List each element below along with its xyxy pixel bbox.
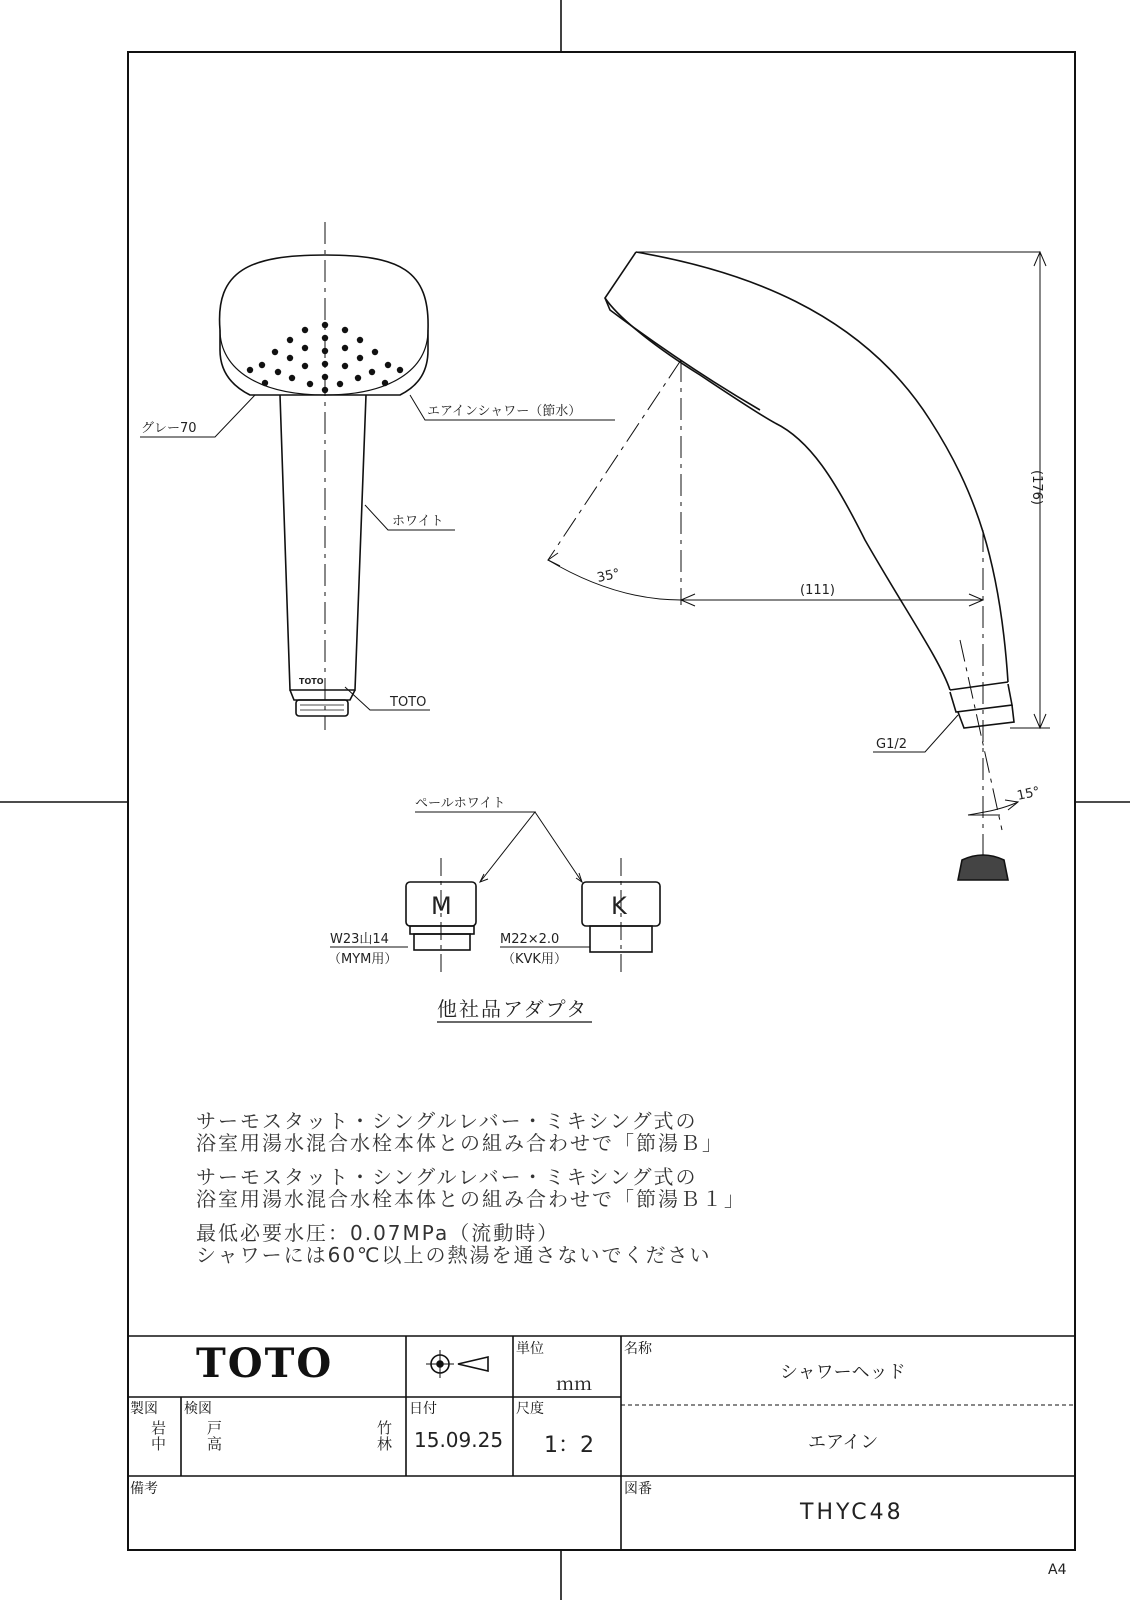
adapter-letter-k: K <box>611 892 627 920</box>
side-view <box>548 252 1050 880</box>
note-line-1: サーモスタット・シングルレバー・ミキシング式の <box>196 1109 698 1133</box>
dim-angle2: 15° <box>1015 784 1042 804</box>
callout-grey: グレー70 <box>141 421 197 436</box>
drawn-by: 岩中 <box>151 1419 167 1453</box>
unit-label: 単位 <box>516 1341 544 1357</box>
dim-width: (111) <box>800 583 835 598</box>
note-line-4: 浴室用湯水混合水栓本体との組み合わせで「節湯Ｂ１」 <box>196 1187 746 1211</box>
callout-kvk: （KVK用） <box>502 952 567 967</box>
callout-mym: （MYM用） <box>328 952 398 967</box>
adapter-title: 他社品アダプタ <box>437 997 589 1021</box>
callout-white: ホワイト <box>392 514 444 529</box>
checked-by-2: 竹林 <box>377 1419 393 1453</box>
checked-label: 検図 <box>184 1401 212 1417</box>
callout-toto: TOTO <box>390 695 427 710</box>
date-label: 日付 <box>409 1401 437 1417</box>
front-view <box>220 222 429 730</box>
drawing-no-label: 図番 <box>624 1481 652 1497</box>
callout-w23: W23山14 <box>330 932 389 947</box>
remarks-label: 備考 <box>130 1481 158 1497</box>
name-value: シャワーヘッド <box>780 1362 906 1383</box>
toto-logo: TOTO <box>196 1340 334 1387</box>
date-value: 15.09.25 <box>414 1428 504 1452</box>
dim-angle1: 35° <box>595 566 622 586</box>
adapter-letter-m: M <box>431 892 452 920</box>
adapter-letters <box>431 892 628 920</box>
callout-pale-white: ペールホワイト <box>415 796 506 811</box>
note-line-3: サーモスタット・シングルレバー・ミキシング式の <box>196 1165 698 1189</box>
name-label: 名称 <box>624 1341 652 1357</box>
note-line-5: 最低必要水圧：0.07MPa（流動時） <box>196 1221 560 1245</box>
drawn-label: 製図 <box>130 1401 158 1417</box>
scale-value: 1：2 <box>544 1433 594 1458</box>
drawing-no: THYC48 <box>800 1500 904 1525</box>
handle-logo: TOTO <box>299 677 324 686</box>
note-line-2: 浴室用湯水混合水栓本体との組み合わせで「節湯Ｂ」 <box>196 1131 724 1155</box>
sub-name-value: エアイン <box>808 1432 879 1453</box>
notes <box>196 1110 746 1278</box>
checked-by-1: 戸高 <box>207 1419 223 1453</box>
callout-m22: M22×2.0 <box>500 932 560 947</box>
paper-size: A4 <box>1048 1562 1067 1578</box>
note-line-6: シャワーには60℃以上の熱湯を通さないでください <box>196 1243 712 1267</box>
scale-label: 尺度 <box>516 1401 544 1417</box>
drawing-border <box>128 52 1075 1550</box>
unit-value: ｍｍ <box>556 1374 592 1395</box>
callout-face: エアインシャワー（節水） <box>427 404 582 419</box>
callout-g12: G1/2 <box>876 737 907 752</box>
dim-height: (176) <box>1029 470 1044 505</box>
